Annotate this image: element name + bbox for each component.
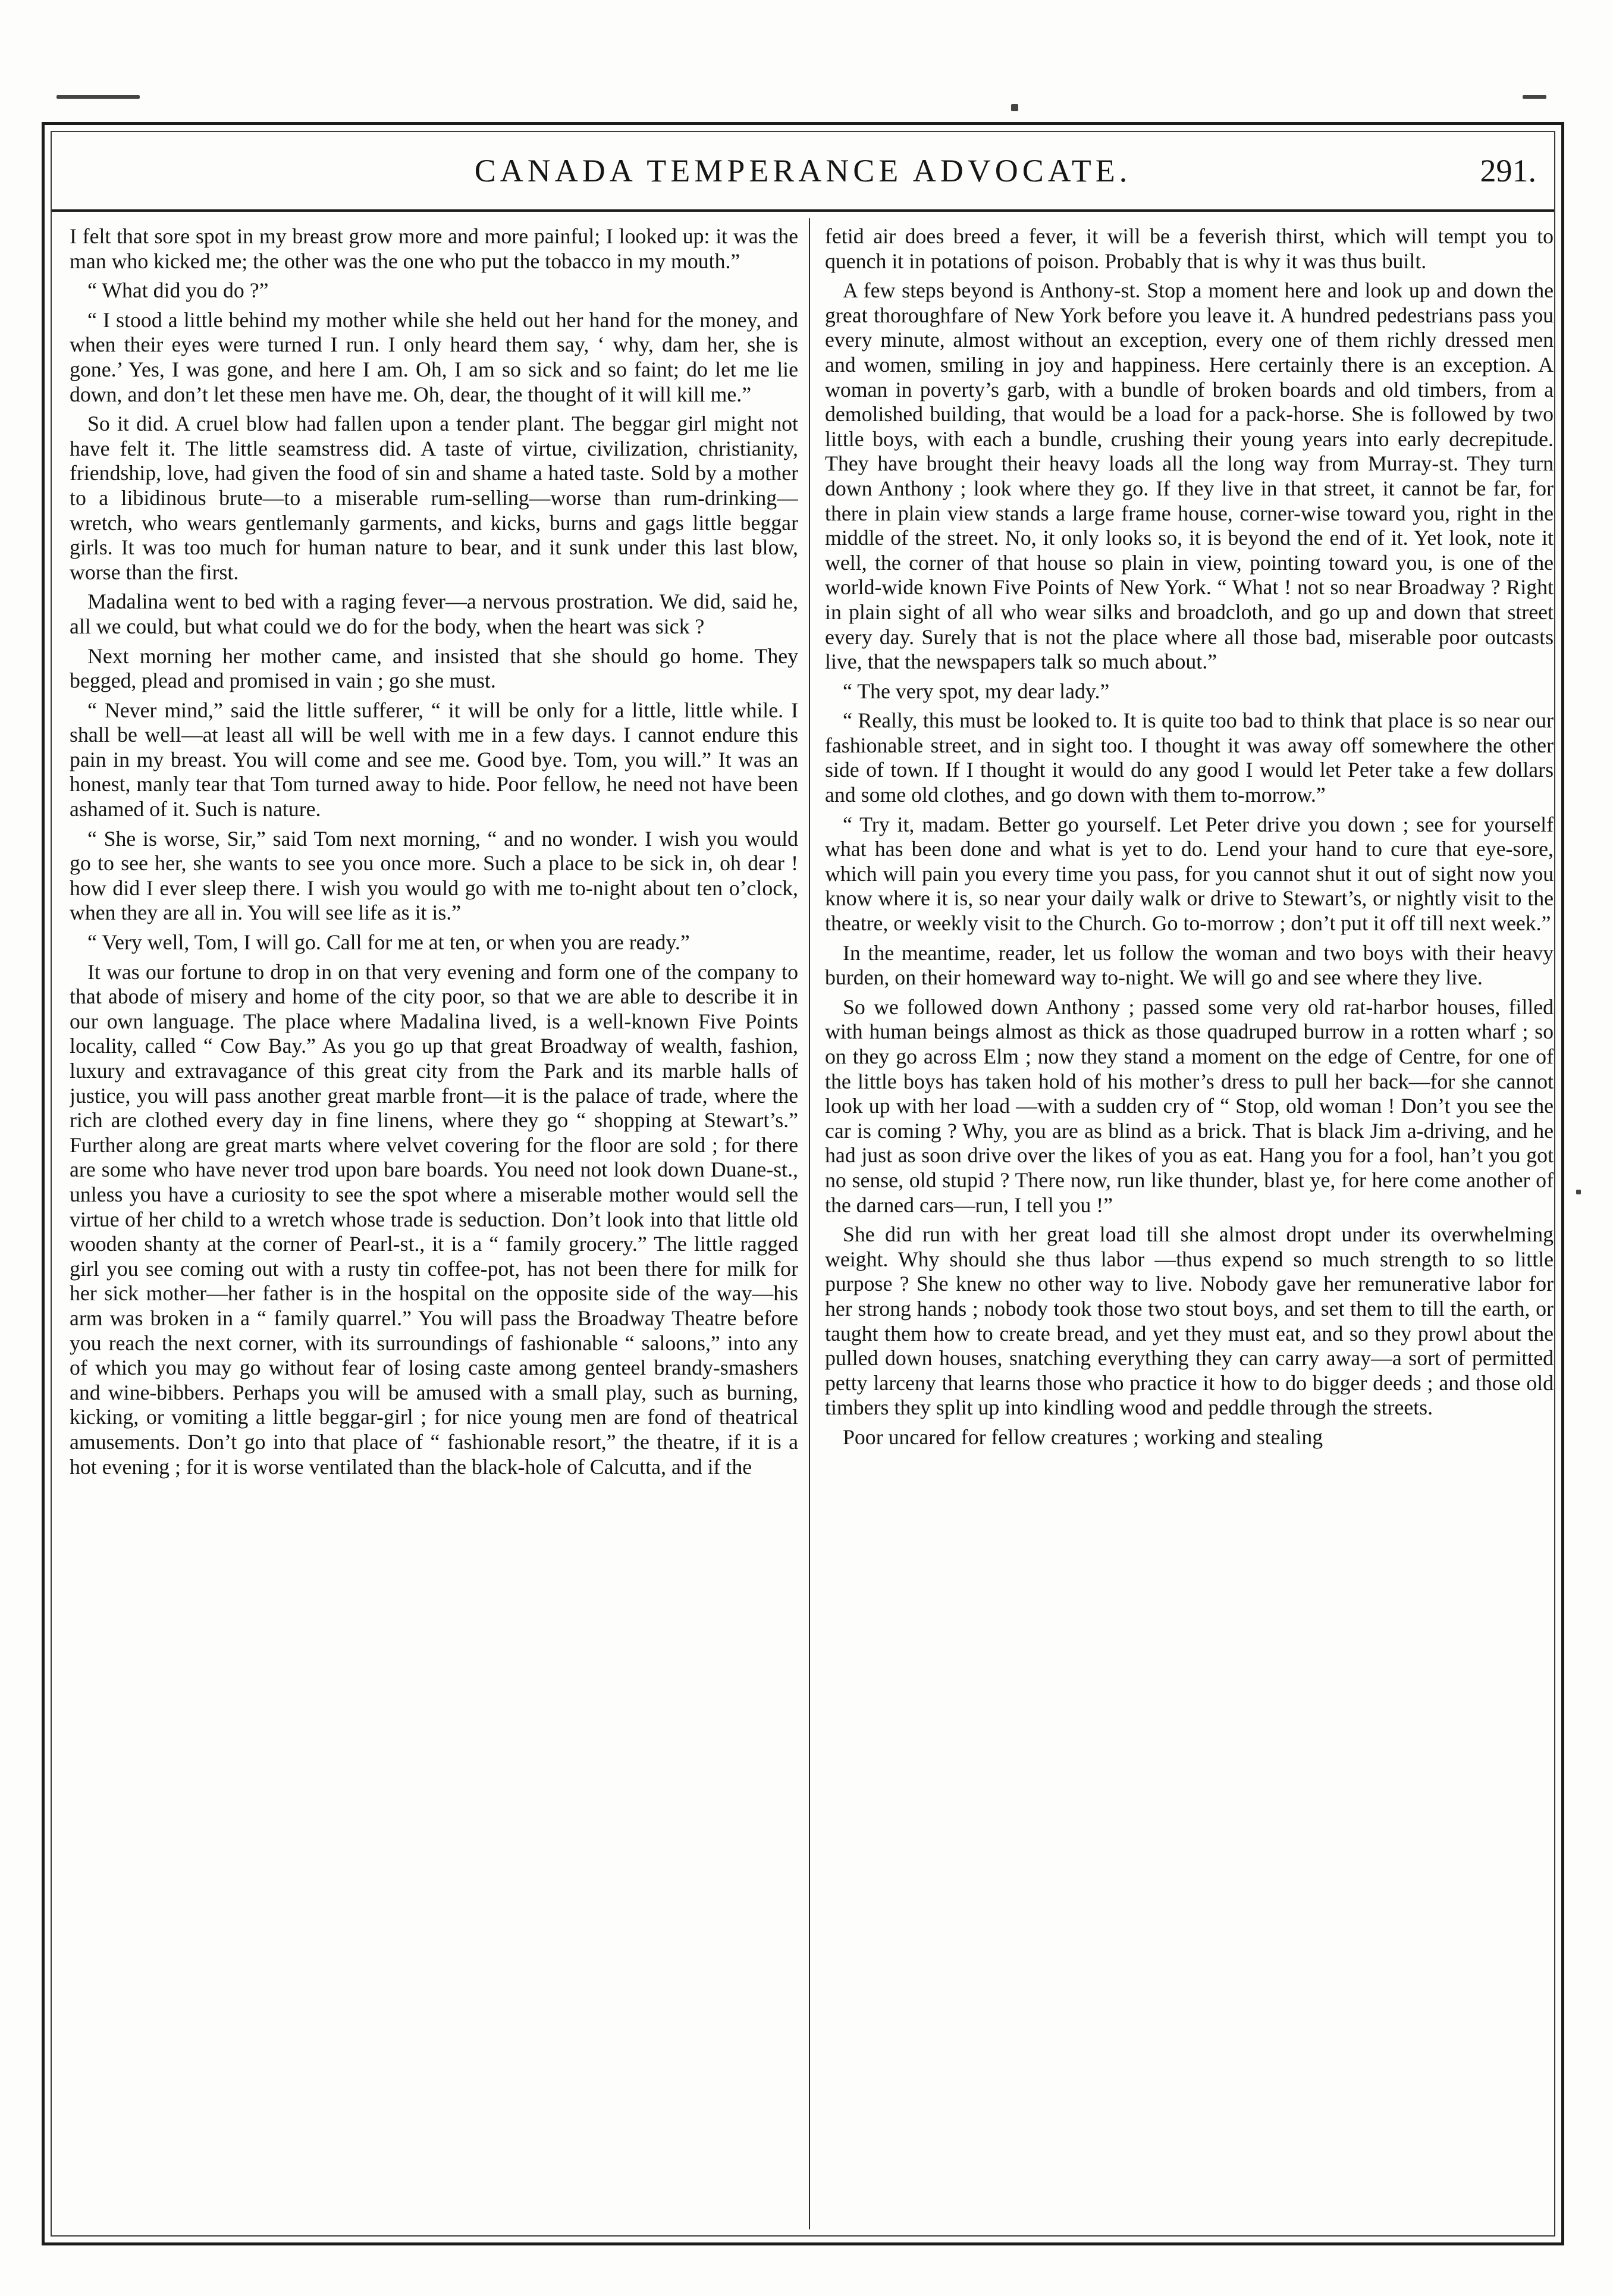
right-column: [825, 224, 1554, 2229]
print-speck: [1011, 104, 1018, 111]
paragraph: It was our fortune to drop in on that very evening and form one of the company to that abode of misery and home of the city poor, so that we are able to describe it in our own language. The place where Madalina lived, is a well-known Five Points locality, called “ Cow Bay.” As you go up that great Broadway of wealth, fashion, luxury and extravagance of this great city from the Park and its marble halls of justice, you will pass another great marble front—it is the palace of trade, where the rich are clothed every day in fine linens, where they go “ shopping at Stewart’s.” Further along are great marts where velvet covering for the floor are sold ; for there are some who have never trod upon bare boards. You need not look down Duane-st., unless you have a curiosity to see the spot where a miserable mother would sell the virtue of her child to a wretch whose trade is seduction. Don’t look into that little old wooden shanty at the corner of Pearl-st., it is a “ family grocery.” The little ragged girl you see coming out with a rusty tin coffee-pot, has not been there for milk for her sick mother—her father is in the hospital on the opposite side of the way—his arm was broken in a “ family quarrel.” You will pass the Broadway Theatre before you reach the next corner, with its surroundings of fashionable “ saloons,” into any of which you may go without fear of losing caste among genteel brandy-smashers and wine-bibbers. Perhaps you will be amused with a small play, such as burning, kicking, or vomiting a little beggar-girl ; for nice young men are fond of theatrical amusements. Don’t go into that place of “ fashionable resort,” the theatre, if it is a hot evening ; for it is worse ventilated than the black-hole of Calcutta, and if the: [70, 959, 798, 1479]
page-header: [52, 132, 1554, 212]
paragraph: A few steps beyond is Anthony-st. Stop a moment here and look up and down the great thoroughfare of New York before you leave it. A hundred pedestrians pass you every minute, almost without an exception, every one of them richly dressed men and women, smiling in joy and happiness. Here certainly there is an exception. A woman in poverty’s garb, with a bundle of broken boards and old timbers, from a demolished building, that would be a load for a pack-horse. She is followed by two little boys, with each a bundle, crushing their young years into early decrepitude. They have brought their heavy loads all the long way from Murray-st. They turn down Anthony ; look where they go. If they live in that street, it cannot be far, for there in plain view stands a large frame house, corner-wise toward you, right in the middle of the street. No, it only looks so, it is beyond the end of it. Yet look, note it well, the corner of that house so plain in view, pointing toward you, is one of the world-wide known Five Points of New York. “ What ! not so near Broadway ? Right in plain sight of all who wear silks and broadcloth, and go up and down that street every day. Surely that is not the place where all those bad, miserable poor outcasts live, that the newspapers talk so much about.”: [825, 278, 1554, 674]
paragraph: “ Very well, Tom, I will go. Call for me at ten, or when you are ready.”: [87, 930, 690, 955]
paragraph: I felt that sore spot in my breast grow more and more painful; I looked up: it was the man who kicked me; the other was the one who put the tobacco in my mouth.”: [70, 224, 798, 273]
page-frame: [51, 131, 1555, 2237]
paragraph: “ I stood a little behind my mother while she held out her hand for the money, and when their eyes were turned I run. I only heard them say, ‘ why, dam her, she is gone.’ Yes, I was gone, and here I am. Oh, I am so sick and so faint; do let me lie down, and don’t let these men have me. Oh, dear, the thought of it will kill me.”: [70, 308, 798, 406]
paragraph: “ Never mind,” said the little sufferer, “ it will be only for a little, little while. I shall be well—at least all will be well with me in a few days. I cannot endure this pain in my breast. You will come and see me. Good bye. Tom, you will.” It was an honest, manly tear that Tom turned away to hide. Poor fellow, he need not have been ashamed of it. Such is nature.: [70, 698, 798, 821]
paragraph: “ She is worse, Sir,” said Tom next morning, “ and no wonder. I wish you would go to see her, she wants to see you once more. Such a place to be sick in, oh dear ! how did I ever sleep there. I wish you would go with me to-night about ten o’clock, when they are all in. You will see life as it is.”: [70, 826, 798, 925]
paragraph: Next morning her mother came, and insisted that she should go home. They begged, plead and promised in vain ; go she must.: [70, 644, 798, 693]
paragraph: “ What did you do ?”: [87, 278, 269, 303]
paragraph: “ Really, this must be looked to. It is quite too bad to think that place is so near our fashionable street, and in sight too. I thought it was away off somewhere the other side of town. If I thought it would do any good I would let Peter take a few dollars and some old clothes, and go down with them to-morrow.”: [825, 708, 1554, 807]
print-speck: [57, 95, 140, 99]
page-number: 291.: [1480, 153, 1536, 189]
column-divider: [809, 218, 810, 2229]
paragraph: “ The very spot, my dear lady.”: [843, 679, 1110, 703]
print-speck: [1523, 95, 1546, 99]
paragraph: So we followed down Anthony ; passed some very old rat-harbor houses, filled with human beings almost as thick as those quadruped burrow in a rotten wharf ; so on they go across Elm ; now they stand a moment on the edge of Centre, for one of the little boys has taken hold of his mother’s dress to pull her back—for she cannot look up with her load —with a sudden cry of “ Stop, old woman ! Don’t you see the car is coming ? Why, you are as blind as a brick. That is black Jim a-driving, and he had just as soon drive over the likes of you as eat. Hang you for a fool, han’t you got no sense, old stupid ? There now, run like thunder, blast ye, for here come another of the darned cars—run, I tell you !”: [825, 995, 1554, 1217]
paragraph: Poor uncared for fellow creatures ; working and stealing: [843, 1425, 1323, 1449]
newspaper-page: [42, 122, 1564, 2245]
paragraph: fetid air does breed a fever, it will be a feverish thirst, which will tempt you to quench it in potations of poison. Probably that is why it was thus built.: [825, 224, 1554, 273]
paragraph: Madalina went to bed with a raging fever—a nervous prostration. We did, said he, all we could, but what could we do for the body, when the heart was sick ?: [70, 589, 798, 638]
paragraph: “ Try it, madam. Better go yourself. Let Peter drive you down ; see for yourself what has been done and what is yet to do. Lend your hand to cure that eye-sore, which will pain you every time you pass, for you cannot shut it out of sight now you know where it is, so near your daily walk or drive to Stewart’s, or nightly visit to the theatre, or weekly visit to the Church. Go to-morrow ; don’t put it off till next week.”: [825, 812, 1554, 936]
masthead-title: CANADA TEMPERANCE ADVOCATE.: [474, 153, 1132, 189]
left-column: [70, 224, 798, 2229]
paragraph: In the meantime, reader, let us follow the woman and two boys with their heavy burden, on their homeward way to-night. We will go and see where they live.: [825, 940, 1554, 990]
print-speck: [1576, 1190, 1581, 1194]
paragraph: She did run with her great load till she almost dropt under its overwhelming weight. Why should she thus labor —thus expend so much strength to so little purpose ? She knew no other way to live. Nobody gave her remunerative labor for her strong hands ; nobody took those two stout boys, and set them to till the earth, or taught them how to create bread, and yet they must eat, and so they prowl about the pulled down houses, snatching everything they can carry away—a sort of permitted petty larceny that learns those who practice it how to do bigger deeds ; and those old timbers they split up into kindling wood and peddle through the streets.: [825, 1222, 1554, 1420]
paragraph: So it did. A cruel blow had fallen upon a tender plant. The beggar girl might not have felt it. The little seamstress did. A taste of virtue, civilization, christianity, friendship, love, had given the food of sin and shame a hated taste. Sold by a mother to a libidinous brute—to a miserable rum-selling—worse than rum-drinking—wretch, who wears gentlemanly garments, and kicks, burns and gags little beggar girls. It was too much for human nature to bear, and it sunk under this last blow, worse than the first.: [70, 412, 798, 584]
